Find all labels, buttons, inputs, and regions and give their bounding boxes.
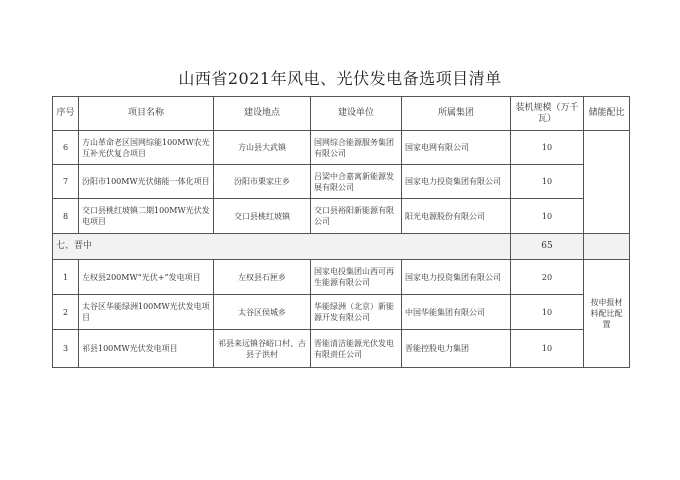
cell-capacity: 10 — [511, 295, 584, 330]
table-row — [53, 260, 630, 295]
cell-name: 交口县桃红坡镇二期100MW光伏发电项目 — [79, 199, 214, 234]
header-name: 项目名称 — [79, 97, 214, 131]
cell-seq: 8 — [53, 199, 79, 234]
section-storage-empty — [584, 234, 630, 260]
cell-capacity: 10 — [511, 165, 584, 199]
table-row — [53, 165, 630, 199]
cell-name: 方山革命老区国网综能100MW农光互补光伏复合项目 — [79, 131, 214, 165]
project-table — [52, 96, 630, 368]
header-row — [53, 97, 630, 131]
cell-seq: 6 — [53, 131, 79, 165]
cell-name: 汾阳市100MW光伏储能一体化项目 — [79, 165, 214, 199]
cell-location: 交口县桃红坡镇 — [214, 199, 311, 234]
cell-location: 祁县来远镇谷峪口村、古县子洪村 — [214, 330, 311, 368]
cell-seq: 3 — [53, 330, 79, 368]
cell-unit: 国网综合能源服务集团有限公司 — [311, 131, 402, 165]
cell-group: 晋能控股电力集团 — [402, 330, 511, 368]
cell-seq: 7 — [53, 165, 79, 199]
cell-group: 国家电力投资集团有限公司 — [402, 260, 511, 295]
cell-unit: 华能绿洲（北京）新能源开发有限公司 — [311, 295, 402, 330]
table-row — [53, 199, 630, 234]
section-row — [53, 234, 630, 260]
header-capacity: 装机规模（万千瓦） — [511, 97, 584, 131]
header-unit: 建设单位 — [311, 97, 402, 131]
cell-unit: 国家电投集团山西可再生能源有限公司 — [311, 260, 402, 295]
cell-location: 太谷区侯城乡 — [214, 295, 311, 330]
cell-unit: 吕梁中合嘉寓新能源发展有限公司 — [311, 165, 402, 199]
cell-group: 国家电力投资集团有限公司 — [402, 165, 511, 199]
document-title: 山西省2021年风电、光伏发电备选项目清单 — [178, 69, 502, 88]
header-storage: 储能配比 — [584, 97, 630, 131]
header-location: 建设地点 — [214, 97, 311, 131]
cell-group: 国家电网有限公司 — [402, 131, 511, 165]
cell-group: 中国华能集团有限公司 — [402, 295, 511, 330]
section-capacity: 65 — [511, 234, 584, 260]
cell-capacity: 20 — [511, 260, 584, 295]
cell-capacity: 10 — [511, 330, 584, 368]
table-row — [53, 330, 630, 368]
cell-name: 祁县100MW光伏发电项目 — [79, 330, 214, 368]
cell-group: 阳光电源股份有限公司 — [402, 199, 511, 234]
cell-seq: 2 — [53, 295, 79, 330]
cell-capacity: 10 — [511, 131, 584, 165]
table-row — [53, 131, 630, 165]
cell-seq: 1 — [53, 260, 79, 295]
header-group: 所属集团 — [402, 97, 511, 131]
header-seq: 序号 — [53, 97, 79, 131]
cell-location: 汾阳市栗家庄乡 — [214, 165, 311, 199]
cell-location: 左权县石匣乡 — [214, 260, 311, 295]
cell-storage-empty — [584, 131, 630, 234]
table-row — [53, 295, 630, 330]
cell-unit: 交口县裕阳新能源有限公司 — [311, 199, 402, 234]
cell-capacity: 10 — [511, 199, 584, 234]
section-label: 七、晋中 — [53, 234, 511, 260]
cell-unit: 晋能清洁能源光伏发电有限责任公司 — [311, 330, 402, 368]
cell-name: 左权县200MW“光伏+”发电项目 — [79, 260, 214, 295]
cell-location: 方山县大武镇 — [214, 131, 311, 165]
cell-name: 太谷区华能绿洲100MW光伏发电项目 — [79, 295, 214, 330]
cell-storage-note: 按申报材料配比配置 — [584, 260, 630, 368]
